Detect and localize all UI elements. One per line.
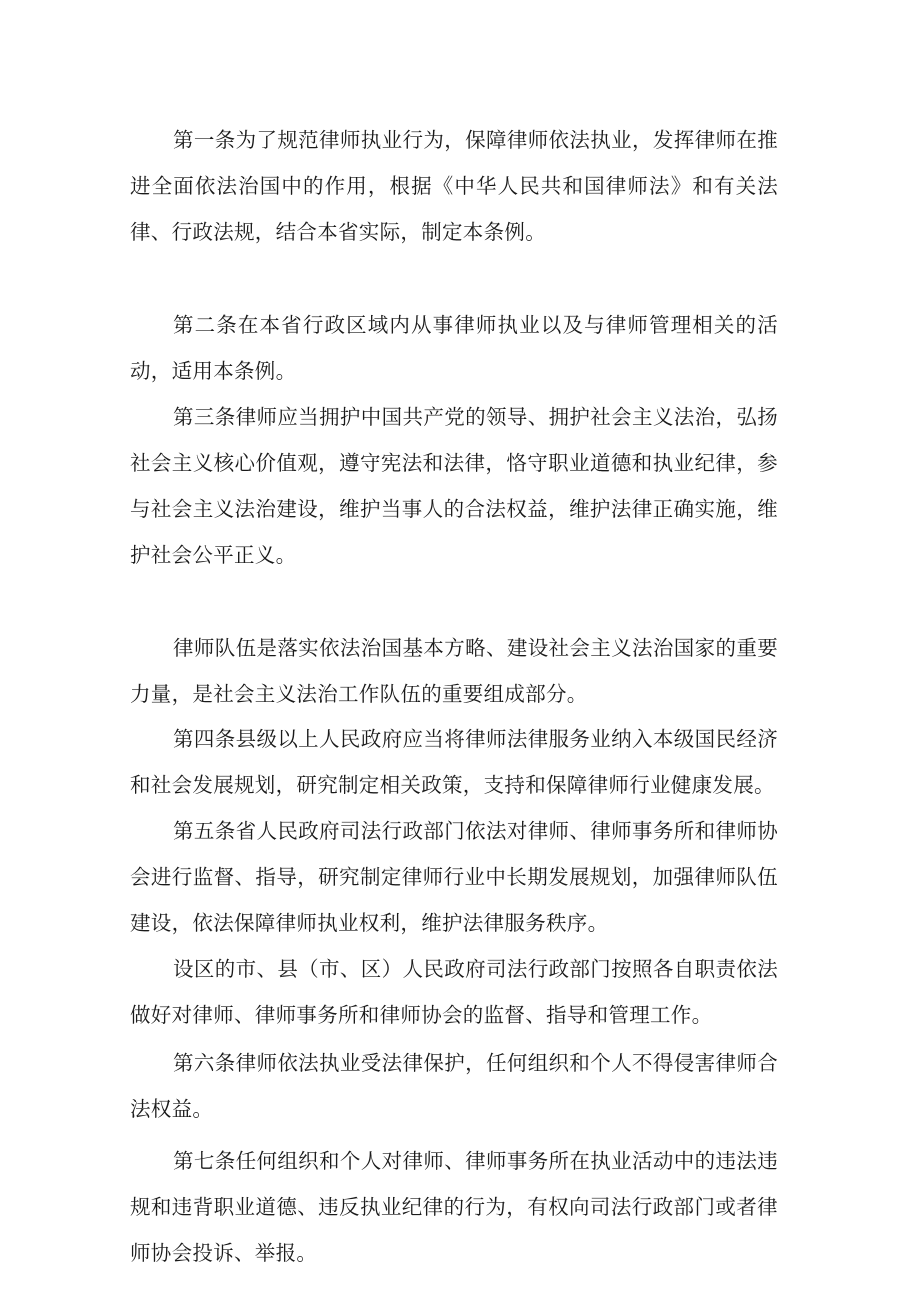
paragraph-article-7: 第七条任何组织和个人对律师、律师事务所在执业活动中的违法违规和违背职业道德、违反执业纪律的行为，有权向司法行政部门或者律师协会投诉、举报。 [130,1149,778,1265]
paragraph-article-2: 第二条在本省行政区域内从事律师执业以及与律师管理相关的活动，适用本条例。 [130,313,778,383]
paragraph-article-6: 第六条律师依法执业受法律保护，任何组织和个人不得侵害律师合法权益。 [130,1051,778,1121]
paragraph-article-5-cont: 设区的市、县（市、区）人民政府司法行政部门按照各自职责依法做好对律师、律师事务所和律师协会的监督、指导和管理工作。 [130,957,778,1027]
paragraph-article-5: 第五条省人民政府司法行政部门依法对律师、律师事务所和律师协会进行监督、指导，研究制定律师行业中长期发展规划，加强律师队伍建设，依法保障律师执业权利，维护法律服务秩序。 [130,819,778,935]
paragraph-article-1: 第一条为了规范律师执业行为，保障律师依法执业，发挥律师在推进全面依法治国中的作用，根据《中华人民共和国律师法》和有关法律、行政法规，结合本省实际，制定本条例。 [130,128,778,244]
paragraph-article-4: 第四条县级以上人民政府应当将律师法律服务业纳入本级国民经济和社会发展规划，研究制定相关政策，支持和保障律师行业健康发展。 [130,727,778,797]
paragraph-article-3: 第三条律师应当拥护中国共产党的领导、拥护社会主义法治，弘扬社会主义核心价值观，遵守宪法和法律，恪守职业道德和执业纪律，参与社会主义法治建设，维护当事人的合法权益，维护法律正确实施，维护社会公平正义。 [130,405,778,567]
paragraph-article-3-cont: 律师队伍是落实依法治国基本方略、建设社会主义法治国家的重要力量，是社会主义法治工作队伍的重要组成部分。 [130,636,778,706]
